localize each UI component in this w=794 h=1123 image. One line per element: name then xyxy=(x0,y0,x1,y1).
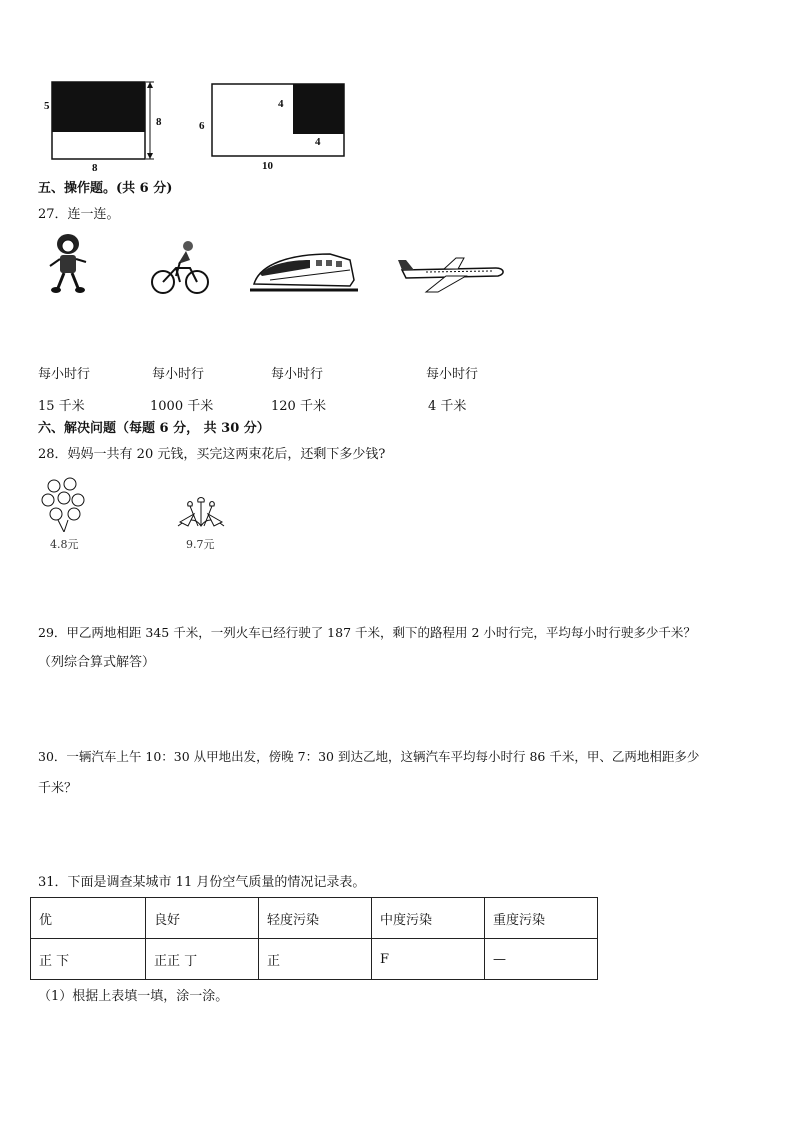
rose-bouquet-icon xyxy=(38,476,90,532)
speed-label-3-line2: 120 千米 xyxy=(271,399,326,414)
high-speed-train-icon xyxy=(250,246,358,296)
speed-label-1-line2: 15 千米 xyxy=(38,399,85,414)
q30-line1: 30．一辆汽车上午 10：30 从甲地出发，傍晚 7：30 到达乙地，这辆汽车平均每小时行 86 千米，甲、乙两地相距多少 xyxy=(38,749,700,764)
fig2-bottom-label: 10 xyxy=(262,160,273,172)
cyclist-icon xyxy=(150,238,210,298)
air-quality-table xyxy=(30,897,598,980)
figure-1-drawing xyxy=(38,76,168,176)
speed-label-3-line1: 每小时行 xyxy=(271,367,324,382)
header-heavy-pollution: 重度污染 xyxy=(485,898,598,939)
speed-label-1-line1: 每小时行 xyxy=(38,367,91,382)
q30-line2: 千米？ xyxy=(38,781,78,796)
flower2-price: 9.7元 xyxy=(186,538,215,551)
q27-text: 27．连一连。 xyxy=(38,207,120,222)
q31-sub1: （1）根据上表填一填，涂一涂。 xyxy=(38,989,229,1004)
tally-good: 正正 丁 xyxy=(146,939,259,980)
figure-1 xyxy=(38,76,168,176)
fig1-bottom-label: 8 xyxy=(92,162,98,174)
airplane-icon xyxy=(396,254,508,296)
header-moderate-pollution: 中度污染 xyxy=(372,898,485,939)
table-header-row xyxy=(31,898,598,939)
fig2-square-label: 4 xyxy=(315,136,321,148)
speed-label-2-line1: 每小时行 xyxy=(152,367,205,382)
q29-line1: 29．甲乙两地相距 345 千米，一列火车已经行驶了 187 千米，剩下的路程用 2 小时行完，平均每小时行驶多少千米？ xyxy=(38,625,696,640)
header-excellent: 优 xyxy=(31,898,146,939)
tally-moderate-pollution: F xyxy=(372,939,485,980)
fig1-right-label: 8 xyxy=(156,116,162,128)
tulip-bunch-icon xyxy=(174,496,228,530)
section-6-heading: 六、解决问题（每题 6 分， 共 30 分） xyxy=(38,421,270,436)
speed-label-2-line2: 1000 千米 xyxy=(150,399,214,414)
q28-text: 28．妈妈一共有 20 元钱，买完这两束花后，还剩下多少钱? xyxy=(38,447,386,462)
figure-2-drawing xyxy=(196,80,356,180)
flower1-price: 4.8元 xyxy=(50,538,79,551)
header-good: 良好 xyxy=(146,898,259,939)
speed-label-4-line2: 4 千米 xyxy=(428,399,467,414)
q29-line2: （列综合算式解答） xyxy=(38,655,156,670)
figure-2 xyxy=(196,80,356,180)
tally-heavy-pollution: — xyxy=(485,939,598,980)
q31-text: 31．下面是调查某城市 11 月份空气质量的情况记录表。 xyxy=(38,875,366,890)
fig2-inner-label: 4 xyxy=(278,98,284,110)
walking-child-icon xyxy=(46,232,90,294)
tally-excellent: 正 下 xyxy=(31,939,146,980)
fig1-left-label: 5 xyxy=(44,100,50,112)
section-5-heading: 五、操作题。(共 6 分) xyxy=(38,181,173,196)
speed-label-4-line1: 每小时行 xyxy=(426,367,479,382)
header-light-pollution: 轻度污染 xyxy=(259,898,372,939)
tally-light-pollution: 正 xyxy=(259,939,372,980)
table-tally-row xyxy=(31,939,598,980)
fig2-left-label: 6 xyxy=(199,120,205,132)
